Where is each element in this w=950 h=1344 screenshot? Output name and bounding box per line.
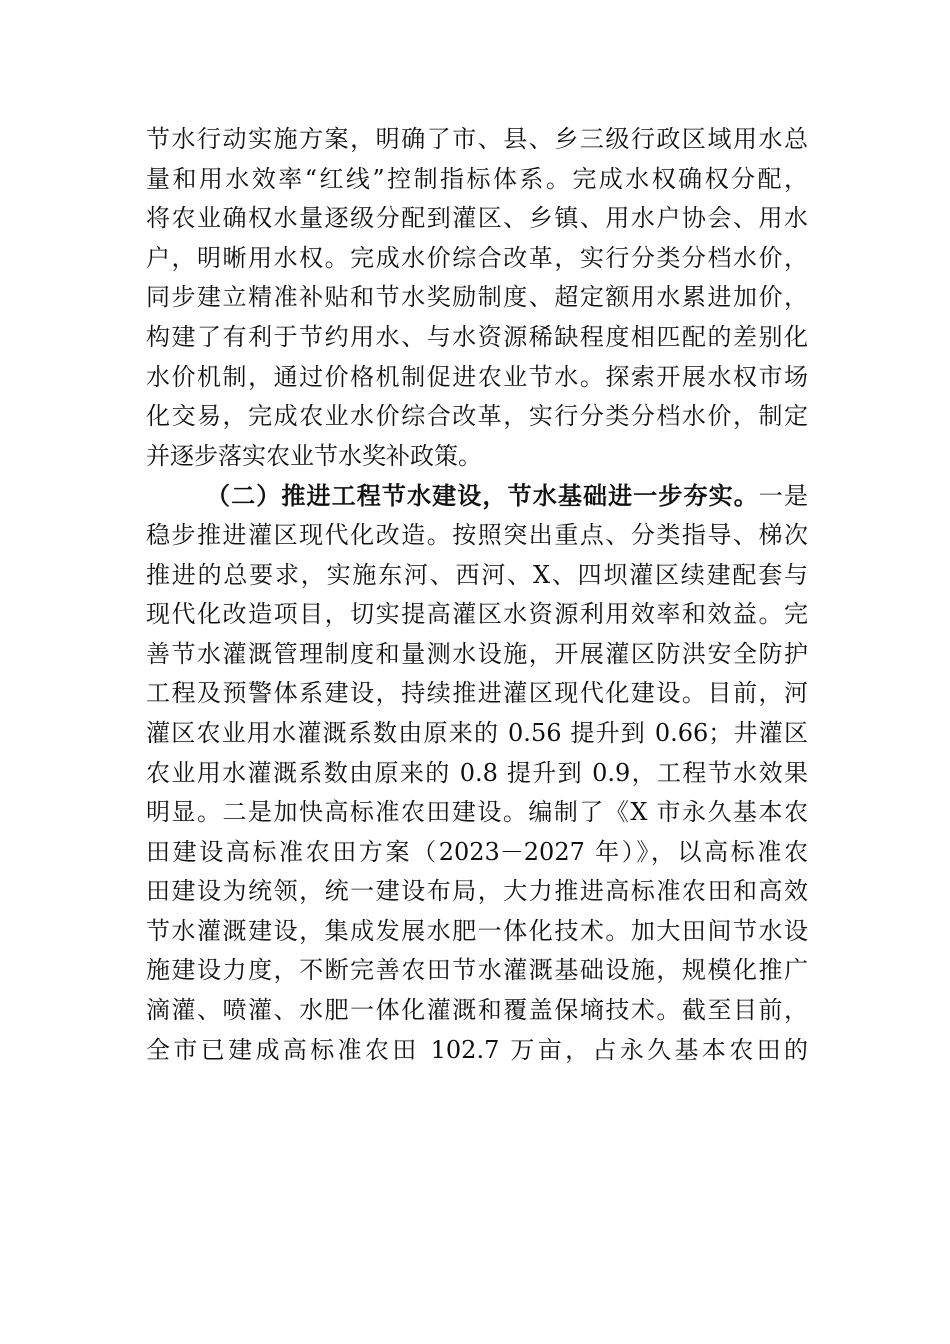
body-text [146,120,808,1070]
paragraph-1-line: 水价机制，通过价格机制促进农业节水。探索开展水权市场 [146,362,808,391]
paragraph-2-line: 田建设为统领，统一建设布局，大力推进高标准农田和高效 [146,877,808,906]
paragraph-2-line: 农业用水灌溉系数由原来的 0.8 提升到 0.9，工程节水效果 [146,758,808,787]
paragraph-2-line: 稳步推进灌区现代化改造。按照突出重点、分类指导、梯次 [146,520,808,549]
paragraph-1-line: 将农业确权水量逐级分配到灌区、乡镇、用水户协会、用水 [146,204,808,233]
paragraph-2-line: 灌区农业用水灌溉系数由原来的 0.56 提升到 0.66；井灌区 [146,718,808,747]
paragraph-2-line: 现代化改造项目，切实提高灌区水资源利用效率和效益。完 [146,600,808,629]
paragraph-2-first-line [146,476,808,516]
paragraph-2-line: 明显。二是加快高标准农田建设。编制了《X 市永久基本农 [146,798,808,827]
paragraph-2-line: 善节水灌溉管理制度和量测水设施，开展灌区防洪安全防护 [146,639,808,668]
paragraph-2-line: 田建设高标准农田方案（2023－2027 年）》，以高标准农 [146,837,808,866]
paragraph-2-line: 推进的总要求，实施东河、西河、X、四坝灌区续建配套与 [146,560,808,589]
paragraph-1-line: 量和用水效率“红线”控制指标体系。完成水权确权分配， [146,164,808,193]
section-heading: （二）推进工程节水建设，节水基础进一步夯实。 [206,481,759,511]
paragraph-2-line: 工程及预警体系建设，持续推进灌区现代化建设。目前，河 [146,679,808,708]
section-heading-continuation: 一是 [758,482,808,511]
paragraph-1-line: 户，明晰用水权。完成水价综合改革，实行分类分档水价， [146,243,808,272]
paragraph-2-line: 滴灌、喷灌、水肥一体化灌溉和覆盖保墒技术。截至目前， [146,996,808,1025]
paragraph-1-line: 并逐步落实农业节水奖补政策。 [146,441,482,470]
paragraph-1-line: 节水行动实施方案，明确了市、县、乡三级行政区域用水总 [146,125,808,153]
paragraph-1-line: 同步建立精准补贴和节水奖励制度、超定额用水累进加价， [146,283,808,312]
paragraph-2-line: 全市已建成高标准农田 102.7 万亩，占永久基本农田的 [146,1035,808,1064]
paragraph-2-line: 节水灌溉建设，集成发展水肥一体化技术。加大田间节水设 [146,916,808,945]
paragraph-2-line: 施建设力度，不断完善农田节水灌溉基础设施，规模化推广 [146,956,808,985]
paragraph-1-line: 化交易，完成农业水价综合改革，实行分类分档水价，制定 [146,402,808,431]
paragraph-1-line: 构建了有利于节约用水、与水资源稀缺程度相匹配的差别化 [146,322,808,351]
